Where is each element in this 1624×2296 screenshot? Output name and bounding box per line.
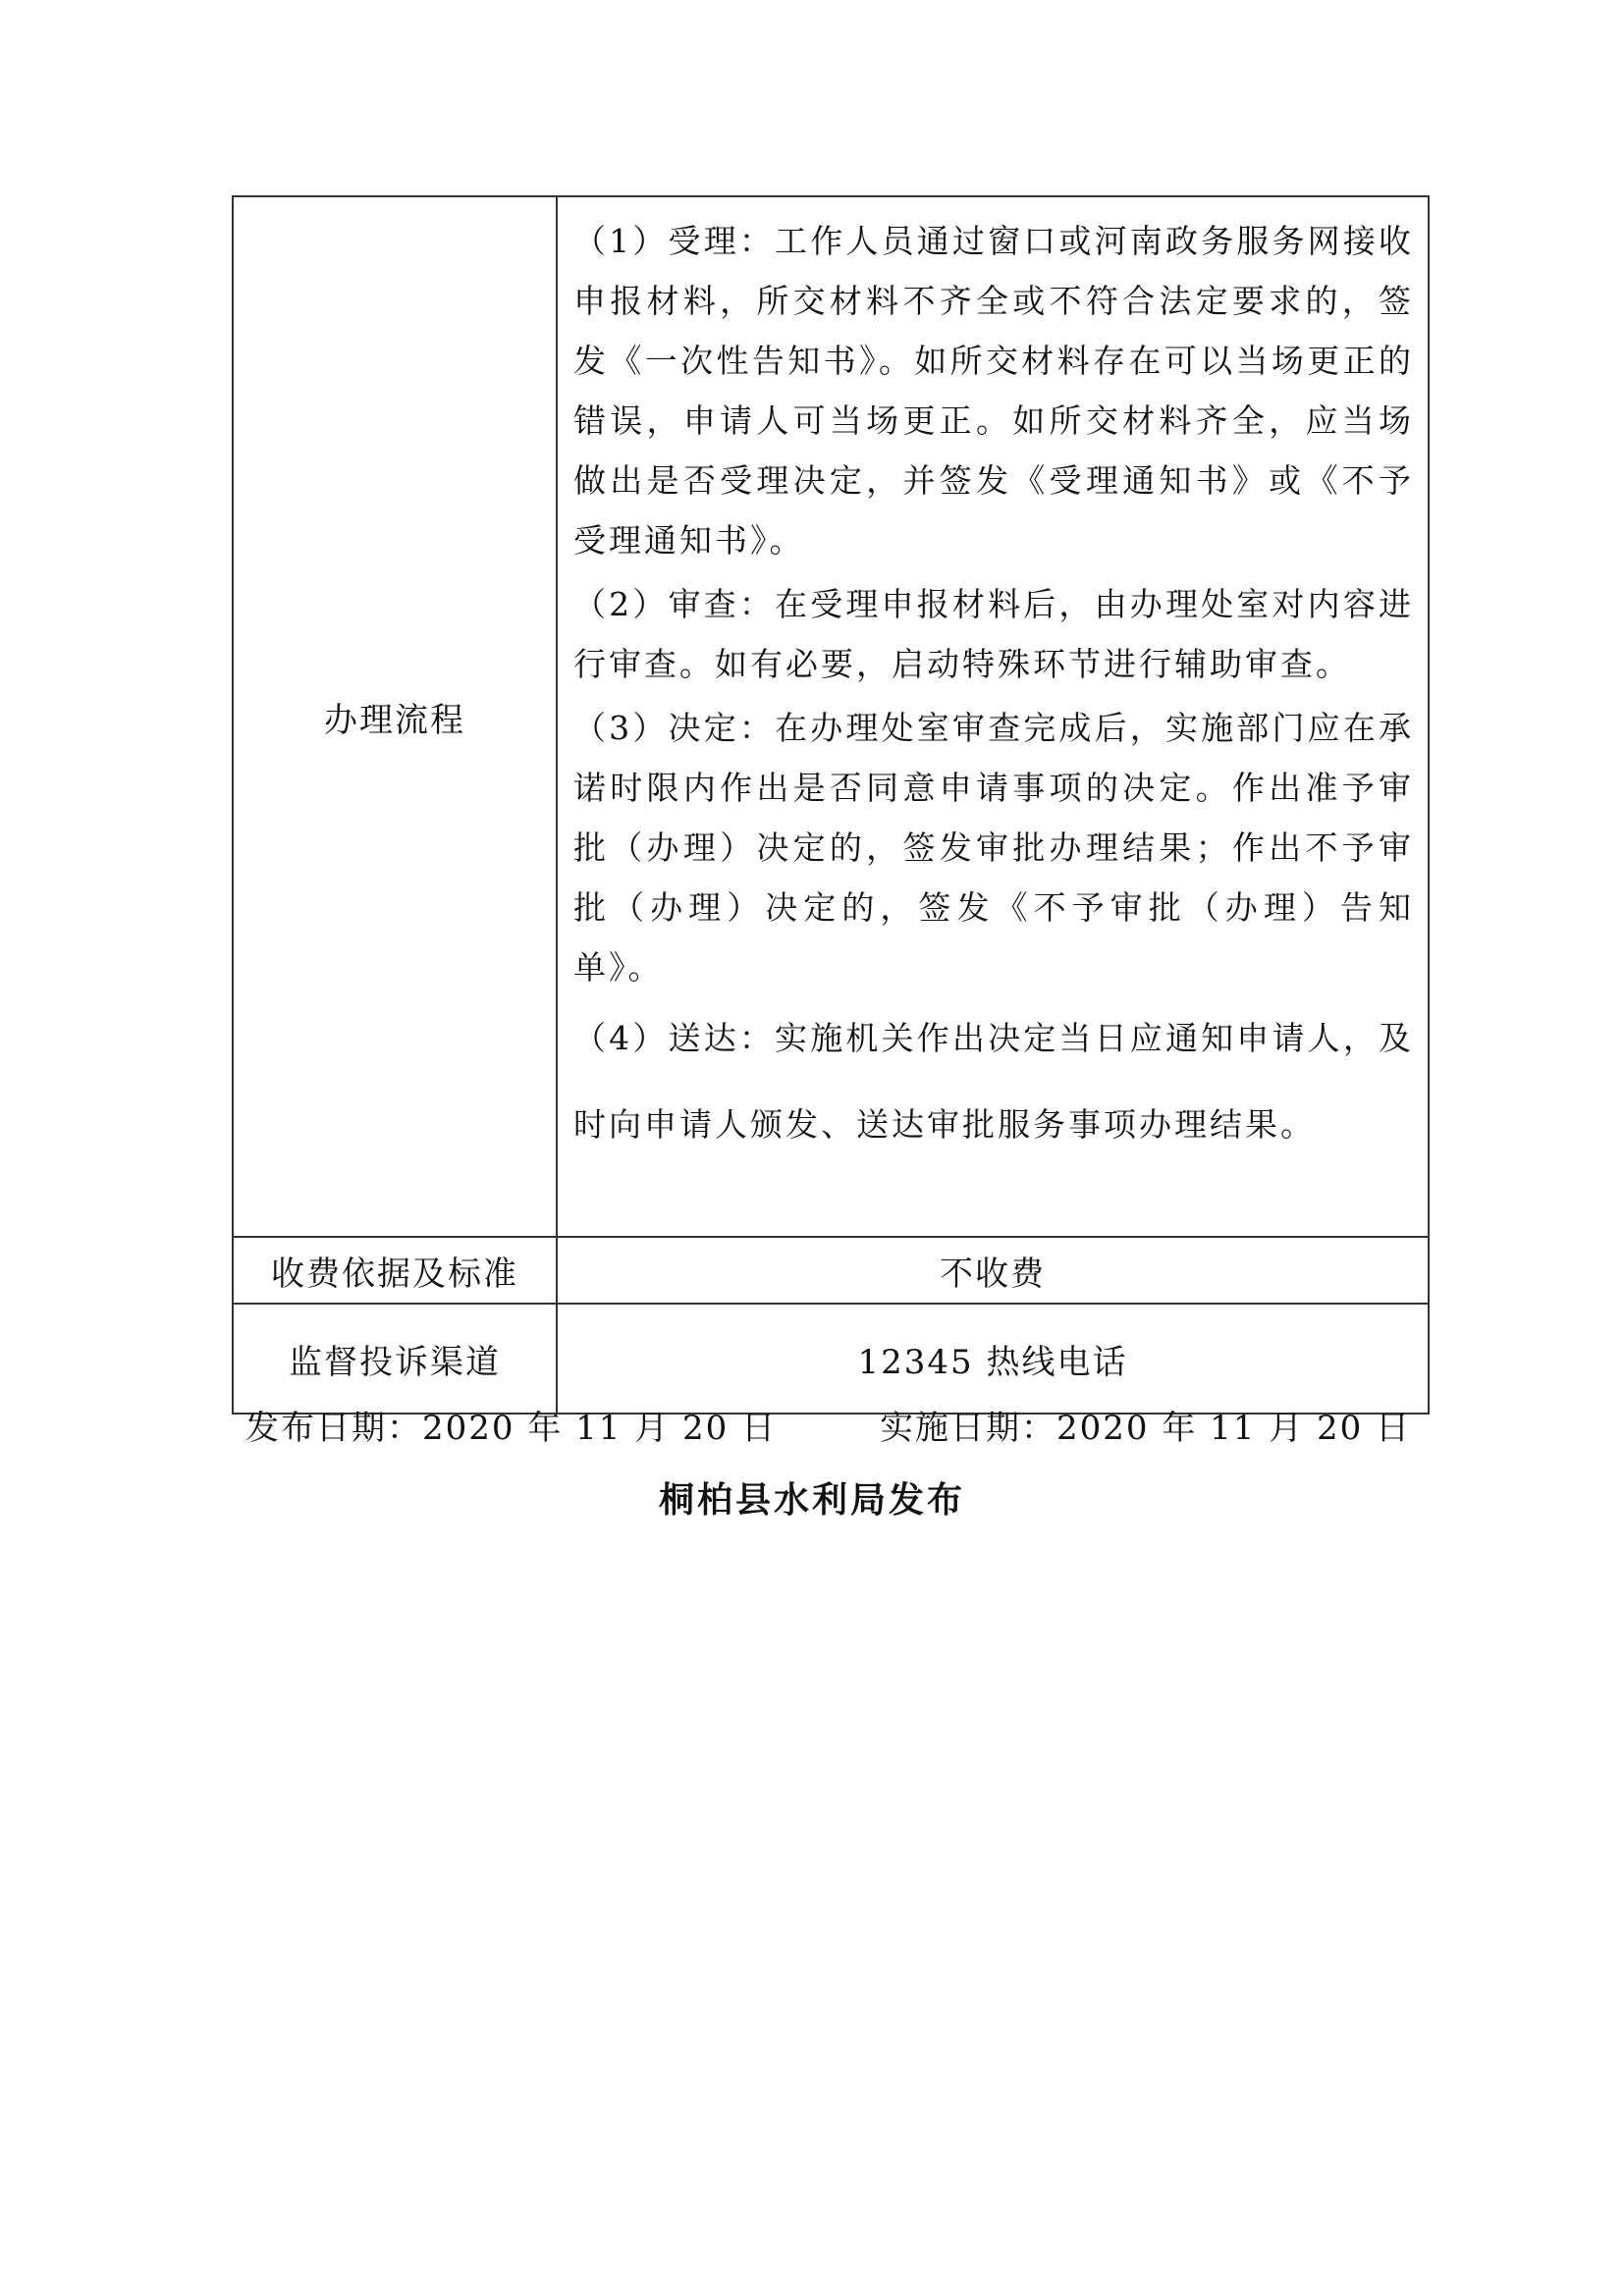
date-line — [245, 1401, 1424, 1450]
fee-row — [233, 1237, 1429, 1304]
implement-date: 实施日期：2020 年 11 月 20 日 — [880, 1409, 1412, 1448]
process-step-decision: （3）决定：在办理处室审查完成后，实施部门应在承诺时限内作出是否同意申请事项的决定。作出准予审批（办理）决定的，签发审批办理结果；作出不予审批（办理）决定的，签发《不予审批（办理）告知单》。 — [573, 709, 1414, 987]
process-step-accept: （1）受理：工作人员通过窗口或河南政务服务网接收申报材料，所交材料不齐全或不符合法定要求的，签发《一次性告知书》。如所交材料存在可以当场更正的错误，申请人可当场更正。如所交材料齐全，应当场做出是否受理决定，并签发《受理通知书》或《不予受理通知书》。 — [573, 222, 1414, 560]
service-info-table — [232, 195, 1430, 1415]
process-step-review: （2）审查：在受理申报材料后，由办理处室对内容进行审查。如有必要，启动特殊环节进行辅助审查。 — [573, 585, 1414, 683]
process-steps — [557, 196, 1429, 1237]
process-label: 办理流程 — [233, 196, 557, 1237]
fee-value: 不收费 — [557, 1237, 1429, 1304]
publish-date: 发布日期：2020 年 11 月 20 日 — [245, 1409, 778, 1448]
complaint-label: 监督投诉渠道 — [233, 1304, 557, 1414]
issuer: 桐柏县水利局发布 — [658, 1480, 965, 1521]
fee-label: 收费依据及标准 — [233, 1237, 557, 1304]
process-step-delivery: （4）送达：实施机关作出决定当日应通知申请人，及时向申请人颁发、送达审批服务事项办理结果。 — [573, 1019, 1414, 1144]
complaint-value: 12345 热线电话 — [557, 1304, 1429, 1414]
complaint-row — [233, 1304, 1429, 1414]
process-row — [233, 196, 1429, 1237]
